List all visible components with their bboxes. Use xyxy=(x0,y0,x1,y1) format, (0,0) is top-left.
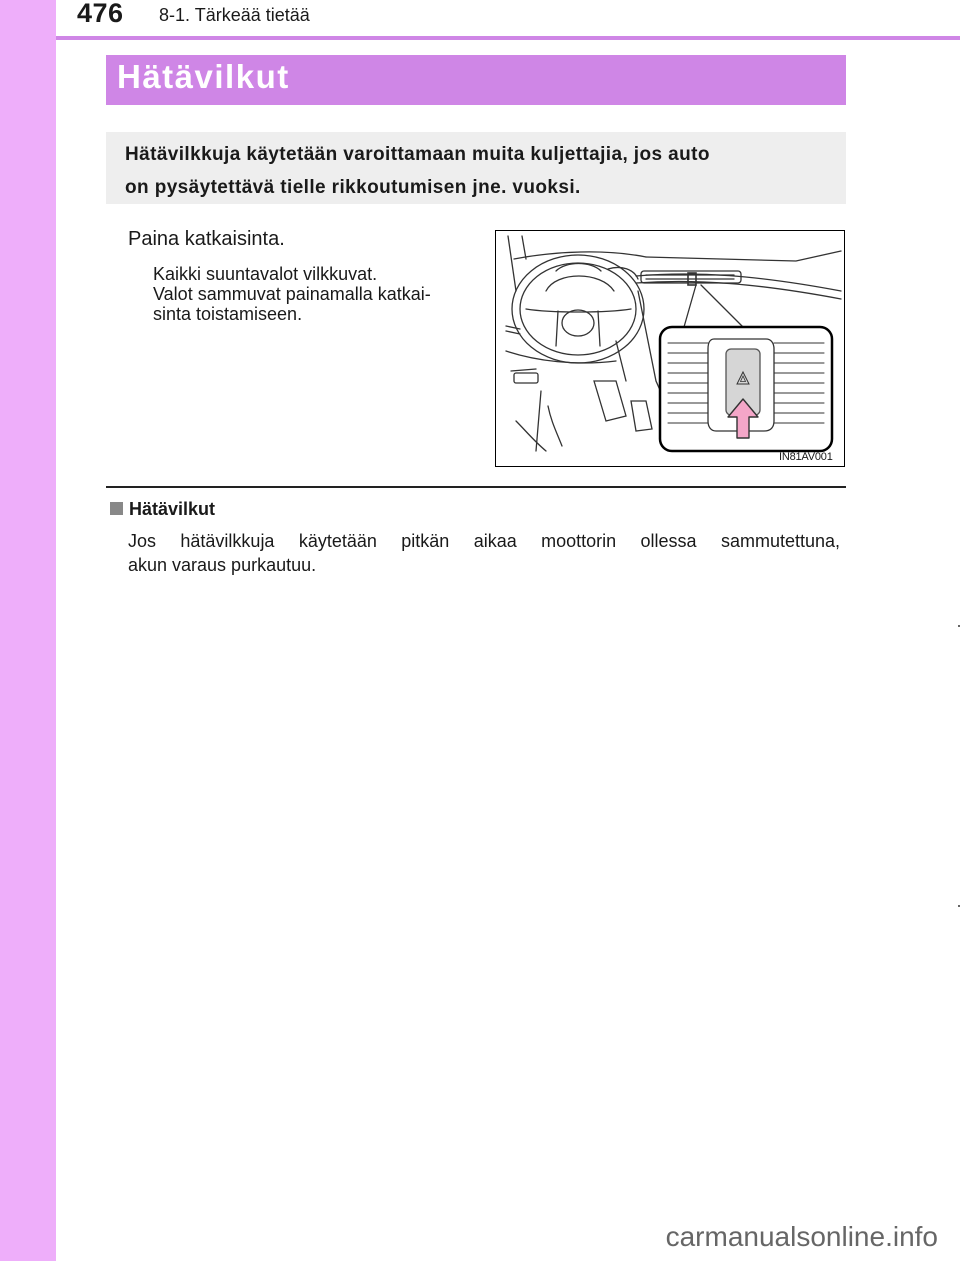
square-bullet-icon xyxy=(110,502,123,515)
side-strip xyxy=(0,0,56,1261)
intro-line-1: Hätävilkkuja käytetään varoittamaan muita kuljettajia, jos auto xyxy=(125,144,710,165)
step-description xyxy=(153,264,475,324)
dashboard-figure xyxy=(495,230,845,467)
section-divider xyxy=(106,486,846,488)
header-rule xyxy=(56,36,960,40)
watermark: carmanualsonline.info xyxy=(665,1221,938,1252)
step-line-3: sinta toistamiseen. xyxy=(153,304,303,324)
note-line-2: akun varaus purkautuu. xyxy=(128,555,317,575)
note-body xyxy=(128,529,840,577)
note-heading-text: Hätävilkut xyxy=(129,499,216,519)
page-title: Hätävilkut xyxy=(117,58,290,95)
section-label: 8-1. Tärkeää tietää xyxy=(159,5,310,25)
figure-code: IN81AV001 xyxy=(779,451,833,463)
intro-line-2: on pysäytettävä tielle rikkoutumisen jne. vuoksi. xyxy=(125,177,581,198)
note-heading xyxy=(110,499,215,520)
intro-box xyxy=(106,132,846,204)
note-line-1: Jos hätävilkkuja käytetään pitkän aikaa moottorin ollessa sammutettuna, xyxy=(128,531,840,551)
step-title: Paina katkaisinta. xyxy=(128,228,285,250)
page-number: 476 xyxy=(77,0,124,28)
hazard-switch-illustration xyxy=(496,231,844,466)
step-line-1: Kaikki suuntavalot vilkkuvat. xyxy=(153,264,378,284)
step-line-2: Valot sammuvat painamalla katkai- xyxy=(153,284,431,304)
title-bar xyxy=(106,55,846,105)
